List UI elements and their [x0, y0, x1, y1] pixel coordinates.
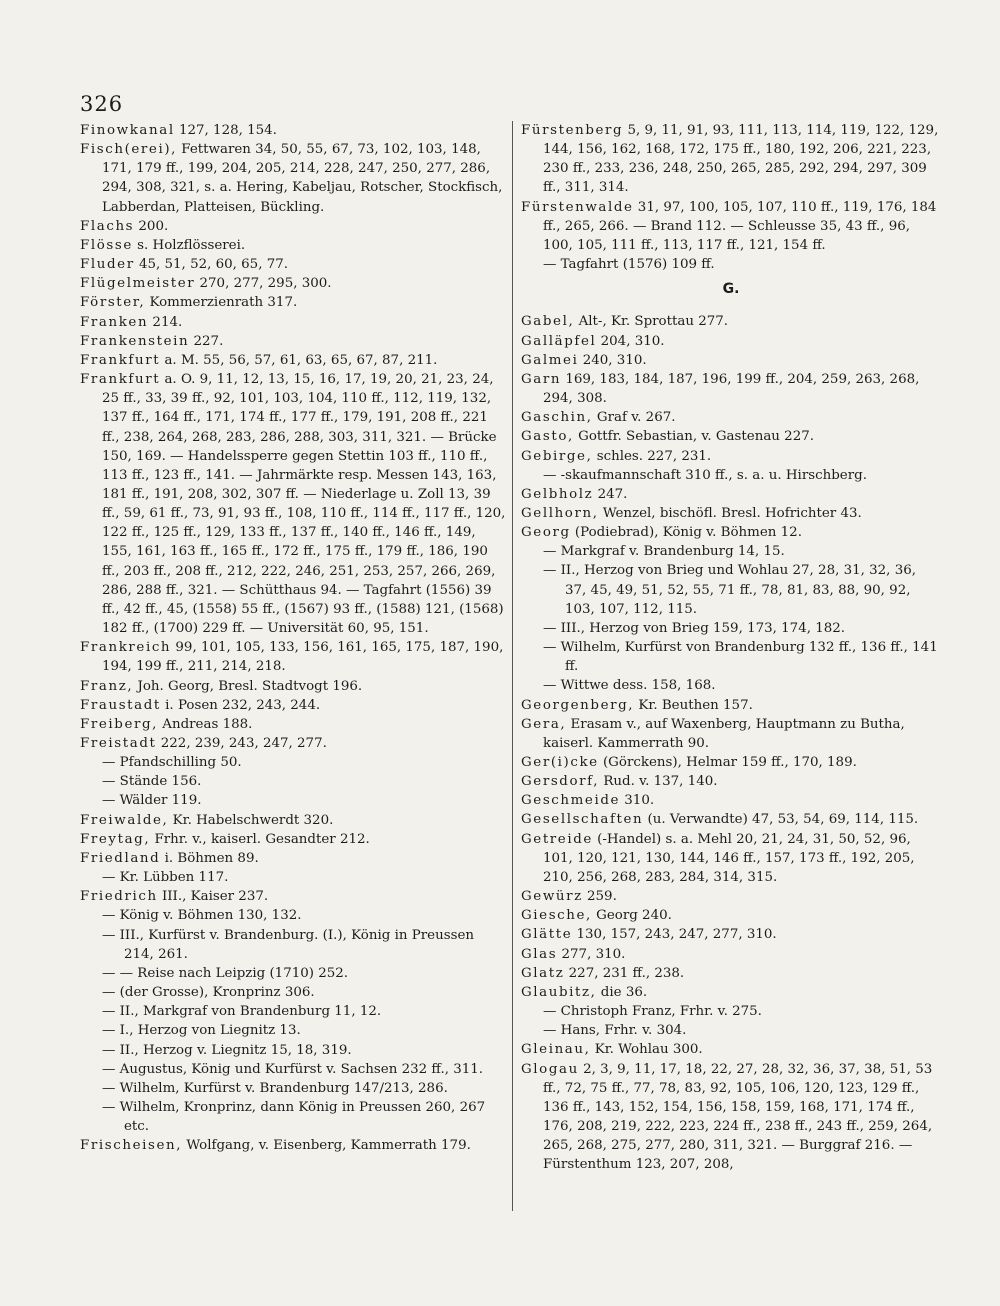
entry-headword: Glätte: [521, 927, 573, 943]
index-subentry: [80, 772, 508, 791]
entry-headword: Frischeisen,: [80, 1138, 183, 1154]
entry-references: Gottfr. Sebastian, v. Gastenau 227.: [573, 429, 814, 445]
entry-references: — (der Grosse), Kronprinz 306.: [102, 985, 315, 1001]
index-entry: [80, 887, 508, 906]
index-entry: [521, 427, 941, 446]
entry-headword: Gera,: [521, 716, 567, 732]
index-entry: [80, 849, 508, 868]
section-heading: G.: [722, 281, 740, 298]
index-entry: [80, 830, 508, 849]
entry-headword: Giesche,: [521, 908, 592, 924]
entry-references: Frhr. v., kaiserl. Gesandter 212.: [150, 831, 370, 847]
index-entry: [521, 312, 941, 331]
entry-headword: Flachs: [80, 218, 135, 234]
entry-references: Graf v. 267.: [592, 410, 676, 426]
index-entry: [521, 753, 941, 772]
entry-references: — II., Herzog v. Liegnitz 15, 18, 319.: [102, 1042, 352, 1058]
entry-headword: Freiberg,: [80, 716, 159, 732]
index-entry: [80, 140, 508, 217]
entry-headword: Fürstenwalde: [521, 199, 634, 215]
index-subentry: [80, 1002, 508, 1021]
entry-references: Kr. Habelschwerdt 320.: [168, 812, 334, 828]
entry-references: — Hans, Frhr. v. 304.: [543, 1023, 687, 1039]
entry-headword: Glogau: [521, 1061, 579, 1077]
entry-headword: Friedland: [80, 850, 161, 866]
index-entry: [521, 447, 941, 466]
entry-references: Rud. v. 137, 140.: [599, 774, 718, 790]
entry-references: III., Kaiser 237.: [157, 889, 269, 905]
index-entry: [80, 638, 508, 676]
entry-headword: Frankfurt: [80, 372, 161, 388]
entry-references: 2, 3, 9, 11, 17, 18, 22, 27, 28, 32, 36, 37, 38, 51, 53 ff., 72, 75 ff., 77, 78, 83, 92, 105, 106, 120, 123, 129 ff., 136 ff., 143, 152, 154, 156, 158, 159, 168, 171, 174 ff., 176, 208, 219, 222, 223, 224 ff., 238 ff., 243 ff., 259, 264, 265, 268, 275, 277, 280, 311, 321. — Burggraf 216. — Fürstenthum 123, 207, 208,: [543, 1061, 933, 1173]
entry-references: 247.: [593, 486, 628, 502]
entry-references: (Podiebrad), König v. Böhmen 12.: [570, 525, 802, 541]
entry-references: 5, 9, 11, 91, 93, 111, 113, 114, 119, 122, 129, 144, 156, 162, 168, 172, 175 ff., 180, 192, 206, 221, 223, 230 ff., 233, 236, 248, 250, 265, 285, 292, 294, 297, 309 ff., 311, 314.: [543, 123, 939, 196]
entry-references: Kr. Wohlau 300.: [590, 1042, 703, 1058]
index-subentry: [80, 906, 508, 925]
entry-headword: Gesellschaften: [521, 812, 644, 828]
entry-references: — Wilhelm, Kurfürst v. Brandenburg 147/213, 286.: [102, 1080, 448, 1096]
entry-headword: Gellhorn,: [521, 505, 599, 521]
entry-references: die 36.: [596, 984, 648, 1000]
entry-references: 130, 157, 243, 247, 277, 310.: [572, 927, 777, 943]
column-divider: [512, 121, 513, 1211]
entry-headword: Finowkanal: [80, 123, 175, 138]
index-entry: [80, 370, 508, 638]
entry-references: i. Posen 232, 243, 244.: [160, 697, 321, 713]
entry-references: i. Böhmen 89.: [160, 850, 259, 866]
entry-headword: Friedrich: [80, 889, 158, 905]
entry-references: — König v. Böhmen 130, 132.: [102, 908, 302, 924]
entry-headword: Franken: [80, 314, 149, 330]
entry-headword: Glatz: [521, 965, 565, 981]
entry-references: — Wilhelm, Kurfürst von Brandenburg 132 ff., 136 ff., 141 ff.: [543, 640, 938, 675]
entry-references: 127, 128, 154.: [174, 123, 277, 138]
entry-references: 240, 310.: [578, 352, 647, 368]
index-entry: [80, 696, 508, 715]
index-subentry: [80, 1060, 508, 1079]
index-entry: [521, 945, 941, 964]
entry-references: Alt-, Kr. Sprottau 277.: [574, 314, 729, 330]
index-entry: [80, 274, 508, 293]
entry-headword: Flösse: [80, 237, 133, 253]
index-entry: [521, 485, 941, 504]
entry-references: Andreas 188.: [158, 716, 253, 732]
entry-references: — II., Markgraf von Brandenburg 11, 12.: [102, 1004, 382, 1020]
index-entry: [521, 1060, 941, 1175]
entry-references: — Stände 156.: [102, 774, 202, 790]
entry-references: 99, 101, 105, 133, 156, 161, 165, 175, 187, 190, 194, 199 ff., 211, 214, 218.: [102, 640, 504, 675]
index-entry: [80, 313, 508, 332]
entry-headword: Franz,: [80, 678, 134, 694]
entry-references: 227, 231 ff., 238.: [564, 965, 685, 981]
entry-headword: Gabel,: [521, 314, 575, 330]
entry-references: — -skaufmannschaft 310 ff., s. a. u. Hirschberg.: [543, 467, 867, 483]
entry-references: 204, 310.: [596, 333, 665, 349]
page-number: 326: [80, 92, 124, 116]
entry-headword: Getreide: [521, 831, 593, 847]
entry-references: s. Holzflösserei.: [132, 237, 246, 253]
index-entry: [521, 830, 941, 887]
entry-headword: Fraustadt: [80, 697, 161, 713]
index-subentry: [80, 964, 508, 983]
entry-references: (u. Verwandte) 47, 53, 54, 69, 114, 115.: [643, 812, 919, 828]
entry-headword: Glas: [521, 946, 558, 962]
index-entry: [80, 1136, 508, 1155]
entry-headword: Förster,: [80, 295, 146, 311]
index-entry: [521, 198, 941, 255]
entry-references: — III., Herzog von Brieg 159, 173, 174, 182.: [543, 620, 846, 636]
entry-headword: Gewürz: [521, 889, 583, 905]
entry-references: 200.: [134, 218, 169, 234]
index-subentry: [80, 1098, 508, 1136]
entry-references: — Christoph Franz, Frhr. v. 275.: [543, 1004, 762, 1020]
index-subentry: [521, 255, 941, 274]
entry-references: 310.: [620, 793, 655, 809]
entry-references: — — Reise nach Leipzig (1710) 252.: [102, 965, 349, 981]
index-subentry: [80, 868, 508, 887]
entry-headword: Frankenstein: [80, 333, 190, 349]
entry-headword: Garn: [521, 371, 562, 387]
entry-references: — Tagfahrt (1576) 109 ff.: [543, 257, 715, 273]
index-entry: [521, 983, 941, 1002]
index-subentry: [80, 753, 508, 772]
entry-headword: Fisch(erei),: [80, 142, 178, 158]
index-subentry: [521, 1021, 941, 1040]
index-entry: [80, 121, 508, 140]
index-subentry: [521, 619, 941, 638]
index-entry: [521, 332, 941, 351]
entry-references: — Markgraf v. Brandenburg 14, 15.: [543, 544, 785, 560]
index-subentry: [521, 1002, 941, 1021]
entry-headword: Georg: [521, 525, 571, 541]
entry-references: (-Handel) s. a. Mehl 20, 21, 24, 31, 50, 52, 96, 101, 120, 121, 130, 144, 146 ff., 157, 173 ff., 192, 205, 210, 256, 268, 283, 284, 314, 315.: [543, 831, 915, 885]
entry-references: Wenzel, bischöfl. Bresl. Hofrichter 43.: [598, 505, 862, 521]
entry-references: (Görckens), Helmar 159 ff., 170, 189.: [598, 755, 857, 770]
entry-references: Kr. Beuthen 157.: [634, 697, 753, 713]
index-entry: [521, 887, 941, 906]
entry-references: 270, 277, 295, 300.: [195, 276, 332, 292]
entry-references: 214.: [148, 314, 183, 330]
entry-headword: Freiwalde,: [80, 812, 169, 828]
entry-references: 169, 183, 184, 187, 196, 199 ff., 204, 259, 263, 268, 294, 308.: [543, 371, 920, 407]
entry-headword: Fürstenberg: [521, 123, 624, 138]
entry-headword: Frankfurt: [80, 352, 161, 368]
entry-headword: Freistadt: [80, 736, 157, 751]
index-entry: [521, 351, 941, 370]
index-subentry: [80, 926, 508, 964]
entry-headword: Geschmeide: [521, 793, 621, 809]
entry-references: Erasam v., auf Waxenberg, Hauptmann zu Butha, kaiserl. Kammerrath 90.: [543, 716, 905, 751]
index-entry: [521, 964, 941, 983]
entry-references: Wolfgang, v. Eisenberg, Kammerrath 179.: [182, 1138, 471, 1154]
entry-references: — Augustus, König und Kurfürst v. Sachsen 232 ff., 311.: [102, 1061, 484, 1077]
entry-headword: Gebirge,: [521, 448, 593, 464]
index-column-left: [80, 121, 508, 1155]
index-entry: [521, 1040, 941, 1059]
index-subentry: [521, 466, 941, 485]
entry-headword: Gersdorf,: [521, 774, 600, 790]
index-entry: [80, 293, 508, 312]
entry-references: 45, 51, 52, 60, 65, 77.: [134, 257, 289, 273]
index-entry: [521, 772, 941, 791]
index-entry: [521, 906, 941, 925]
index-entry: [521, 121, 941, 198]
entry-headword: Gaschin,: [521, 410, 593, 426]
entry-headword: Flügelmeister: [80, 276, 196, 292]
index-subentry: [80, 1079, 508, 1098]
entry-references: — Wittwe dess. 158, 168.: [543, 678, 716, 694]
entry-references: a. M. 55, 56, 57, 61, 63, 65, 67, 87, 211.: [160, 352, 438, 368]
entry-references: 227.: [189, 333, 224, 349]
index-subentry: [80, 791, 508, 810]
index-column-right: [521, 121, 941, 1174]
index-entry: [80, 677, 508, 696]
entry-headword: Galläpfel: [521, 333, 597, 349]
entry-references: — Wilhelm, Kronprinz, dann König in Preussen 260, 267 etc.: [102, 1099, 486, 1135]
index-subentry: [521, 561, 941, 618]
entry-headword: Freytag,: [80, 831, 151, 847]
index-subentry: [80, 983, 508, 1002]
entry-headword: Ger(i)cke: [521, 755, 599, 770]
index-entry: [80, 811, 508, 830]
index-entry: [521, 523, 941, 542]
index-subentry: [521, 542, 941, 561]
entry-headword: Glaubitz,: [521, 984, 597, 1000]
entry-headword: Galmei: [521, 352, 579, 368]
index-entry: [80, 217, 508, 236]
entry-references: schles. 227, 231.: [592, 448, 712, 464]
index-subentry: [521, 638, 941, 676]
entry-references: 222, 239, 243, 247, 277.: [156, 736, 327, 751]
entry-references: — III., Kurfürst v. Brandenburg. (I.), König in Preussen 214, 261.: [102, 927, 475, 962]
index-subentry: [521, 676, 941, 695]
index-entry: [80, 332, 508, 351]
entry-headword: Gasto,: [521, 429, 574, 445]
index-entry: [521, 715, 941, 753]
entry-references: — Pfandschilling 50.: [102, 755, 242, 771]
entry-references: — II., Herzog von Brieg und Wohlau 27, 28, 31, 32, 36, 37, 45, 49, 51, 52, 55, 71 ff., 78, 81, 83, 88, 90, 92, 103, 107, 112, 115.: [543, 563, 916, 617]
index-entry: [80, 236, 508, 255]
index-entry: [521, 810, 941, 829]
entry-headword: Fluder: [80, 257, 135, 273]
index-entry: [521, 408, 941, 427]
index-entry: [521, 925, 941, 944]
entry-references: 31, 97, 100, 105, 107, 110 ff., 119, 176, 184 ff., 265, 266. — Brand 112. — Schleusse 35, 43 ff., 96, 100, 105, 111 ff., 113, 117 ff., 121, 154 ff.: [543, 199, 937, 253]
entry-headword: Georgenberg,: [521, 697, 635, 713]
entry-headword: Frankreich: [80, 640, 172, 656]
entry-references: — Kr. Lübben 117.: [102, 870, 229, 886]
index-entry: [80, 255, 508, 274]
index-entry: [521, 791, 941, 810]
index-entry: [521, 696, 941, 715]
entry-headword: Gleinau,: [521, 1042, 591, 1058]
entry-headword: Gelbholz: [521, 486, 594, 502]
entry-references: Fettwaren 34, 50, 55, 67, 73, 102, 103, 148, 171, 179 ff., 199, 204, 205, 214, 228, 247, 250, 277, 286, 294, 308, 321, s. a. Hering, Kabeljau, Rotscher, Stockfisch, Labberdan, Platteisen, Bückling.: [102, 142, 503, 215]
entry-references: Kommerzienrath 317.: [145, 295, 298, 311]
index-entry: [80, 734, 508, 753]
entry-references: Georg 240.: [591, 908, 672, 924]
index-subentry: [80, 1041, 508, 1060]
entry-references: Joh. Georg, Bresl. Stadtvogt 196.: [133, 678, 363, 694]
entry-references: — Wälder 119.: [102, 793, 202, 809]
entry-references: 277, 310.: [557, 946, 626, 962]
index-entry: [521, 504, 941, 523]
index-entry: [80, 351, 508, 370]
index-entry: [521, 370, 941, 408]
entry-references: 259.: [582, 889, 617, 905]
entry-references: a. O. 9, 11, 12, 13, 15, 16, 17, 19, 20, 21, 23, 24, 25 ff., 33, 39 ff., 92, 101, 103, 104, 110 ff., 112, 119, 132, 137 ff., 164 ff., 171, 174 ff., 177 ff., 179, 191, 208 ff., 221 ff., 238, 264, 268, 283, 286, 288, 303, 311, 321. — Brücke 150, 169. — Handelssperre gegen Stettin 103 ff., 110 ff., 113 ff., 123 ff., 141. — Jahrmärkte resp. Messen 143, 163, 181 ff., 191, 208, 302, 307 ff. — Niederlage u. Zoll 13, 39 ff., 59, 61 ff., 73, 91, 93 ff., 108, 110 ff., 114 ff., 117 ff., 120, 122 ff., 125 ff., 129, 133 ff., 137 ff., 140 ff., 146 ff., 149, 155, 161, 163 ff., 165 ff., 172 ff., 175 ff., 179 ff., 186, 190 ff., 203 ff., 208 ff., 212, 222, 246, 251, 253, 257, 266, 269, 286, 288 ff., 321. — Schütthaus 94. — Tagfahrt (1556) 39 ff., 42 ff., 45, (1558) 55 ff., (1567) 93 ff., (1588) 121, (1568) 182 ff., (1700) 229 ff. — Universität 60, 95, 151.: [102, 372, 506, 637]
index-entry: [80, 715, 508, 734]
entry-references: — I., Herzog von Liegnitz 13.: [102, 1023, 301, 1039]
index-subentry: [80, 1021, 508, 1040]
